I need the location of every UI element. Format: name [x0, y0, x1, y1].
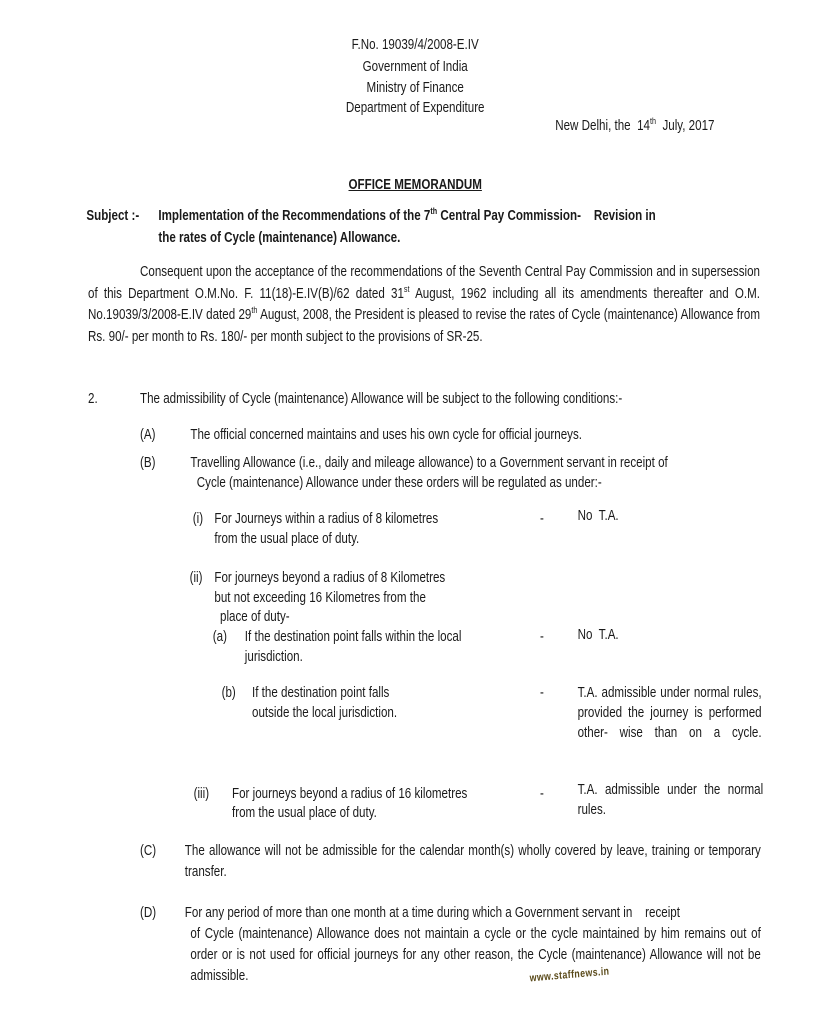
rule-ii-a-line-2: jurisdiction. — [244, 649, 303, 665]
rule-ii-b-dash: - — [540, 685, 544, 701]
rule-ii-b-label: (b) — [221, 685, 236, 701]
rule-i-dash: - — [540, 511, 544, 527]
rule-iii-line-1: For journeys beyond a radius of 16 kilometres — [232, 786, 468, 802]
condition-d-text: of Cycle (maintenance) Allowance does not maintain a cycle or the cycle maintained by him remains out of order or is not used for official journeys for any other reason, the Cycle (maintenance) Allowance will not be admissible. — [190, 926, 761, 984]
date-line — [555, 116, 714, 137]
condition-d-line-1: For any period of more than one month at a time during which a Government servant in receipt — [184, 905, 680, 921]
department: Department of Expenditure — [345, 100, 485, 116]
condition-b-label: (B) — [140, 455, 156, 471]
government: Government of India — [362, 59, 468, 75]
condition-d-label: (D) — [140, 905, 157, 921]
date-sup: th — [650, 116, 657, 127]
rule-i-line-1: For Journeys within a radius of 8 kilometres — [214, 511, 439, 527]
date-day: 14 — [637, 118, 650, 134]
rule-ii-line-3: place of duty- — [220, 609, 290, 625]
rule-i-line-2: from the usual place of duty. — [214, 531, 360, 547]
ministry: Ministry of Finance — [366, 80, 464, 96]
rule-iii-label: (iii) — [193, 786, 210, 802]
paragraph-2-text: The admissibility of Cycle (maintenance) Allowance will be subject to the following conditions:- — [140, 391, 623, 407]
rule-iii-dash: - — [540, 786, 544, 802]
condition-c-text: The allowance will not be admissible for the calendar month(s) wholly covered by leave, training or temporary transfer. — [184, 843, 761, 880]
date-prefix: New Delhi, the — [555, 118, 631, 134]
rule-ii-label: (ii) — [189, 570, 203, 586]
condition-c-label: (C) — [140, 843, 157, 859]
rule-i-label: (i) — [192, 511, 204, 527]
document-title: OFFICE MEMORANDUM — [348, 177, 482, 193]
rule-i-result: No T.A. — [577, 508, 619, 524]
watermark: www.staffnews.in — [529, 965, 610, 985]
condition-a-text: The official concerned maintains and uses his own cycle for official journeys. — [190, 427, 582, 443]
rule-ii-a-label: (a) — [212, 629, 227, 645]
rule-ii-a-line-1: If the destination point falls within the local — [244, 629, 462, 645]
date-rest: July, 2017 — [662, 118, 715, 134]
rule-ii-b-line-2: outside the local jurisdiction. — [252, 705, 398, 721]
condition-b-line-2: Cycle (maintenance) Allowance under these orders will be regulated as under:- — [196, 475, 602, 491]
subject-label: Subject :- — [86, 208, 140, 224]
rule-iii-line-2: from the usual place of duty. — [232, 805, 377, 821]
condition-a-label: (A) — [140, 427, 156, 443]
subject-line-2: the rates of Cycle (maintenance) Allowance. — [158, 230, 401, 246]
rule-ii-b-result: T.A. admissible under normal rules, provided the journey is performed other- wise than on a cycle. — [577, 685, 762, 741]
rule-iii-result: T.A. admissible under the normal rules. — [577, 782, 764, 818]
rule-ii-a-result: No T.A. — [577, 627, 619, 643]
rule-ii-line-1: For journeys beyond a radius of 8 Kilometres — [214, 570, 446, 586]
paragraph-1: Consequent upon the acceptance of the recommendations of the Seventh Central Pay Commission and in supersession of this Department O.M.No. F. 11(18)-E.IV(B)/62 dated 31st August, 1962 including all its amendments thereafter and O.M. No.19039/3/2008-E.IV dated 29th August, 2008, the President is pleased to revise the rates of Cycle (maintenance) Allowance from Rs. 90/- per month to Rs. 180/- per month subject to the provisions of SR-25. — [88, 264, 761, 345]
rule-ii-line-2: but not exceeding 16 Kilometres from the — [214, 590, 426, 606]
rule-ii-a-dash: - — [540, 629, 544, 645]
paragraph-2-number: 2. — [88, 391, 98, 407]
rule-ii-b-line-1: If the destination point falls — [252, 685, 390, 701]
condition-b-line-1: Travelling Allowance (i.e., daily and mileage allowance) to a Government servant in receipt of — [190, 455, 668, 471]
subject-line-1: Implementation of the Recommendations of the 7th Central Pay Commission- Revision in — [158, 206, 656, 224]
file-number: F.No. 19039/4/2008-E.IV — [351, 37, 479, 53]
